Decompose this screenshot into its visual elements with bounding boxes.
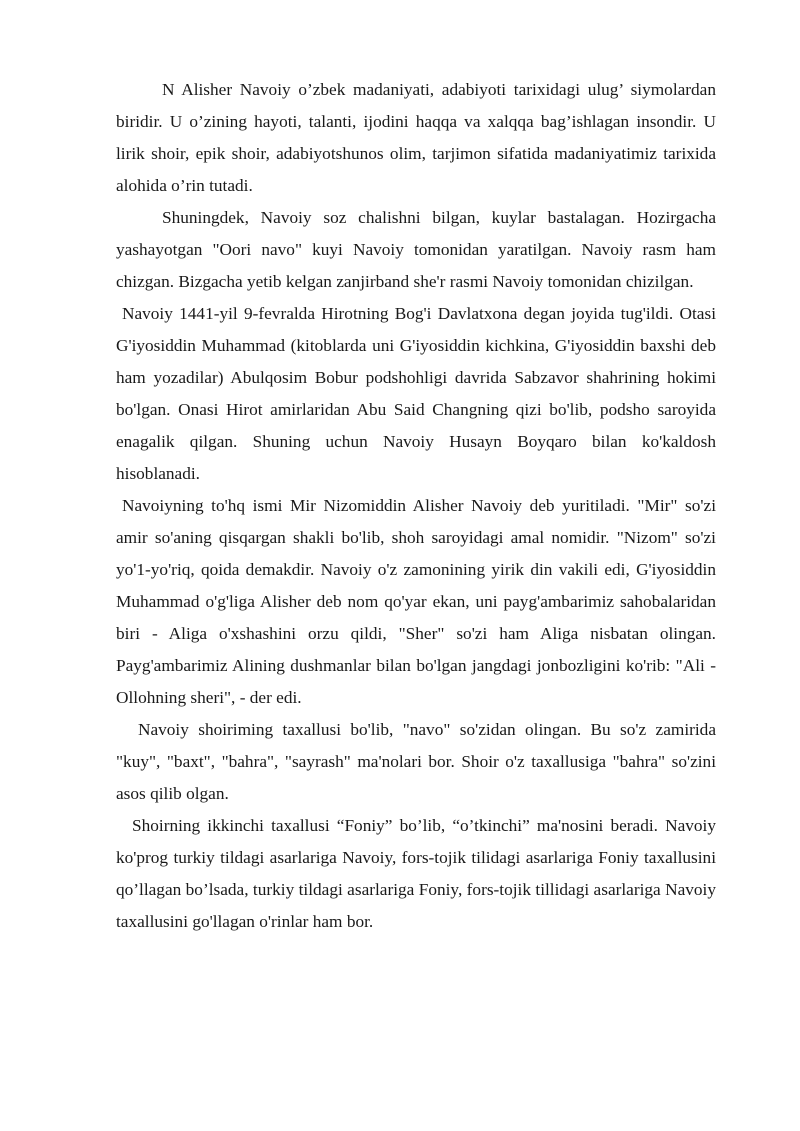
paragraph-second-pen-name: Shoirning ikkinchi taxallusi “Foniy” bo’lib, “o’tkinchi” ma'nosini beradi. Navoiy ko'prog turkiy tildagi asarlariga Navoiy, fors-tojik tilidagi asarlariga Foniy taxallusini qo’llagan bo’lsada, turkiy tildagi asarlariga Foniy, fors-tojik tillidagi asarlariga Navoiy taxallusini go'llagan o'rinlar ham bor. [116, 816, 716, 931]
paragraph-pen-name: Navoiy shoiriming taxallusi bo'lib, "navo" so'zidan olingan. Bu so'z zamirida "kuy", "baxt", "bahra", "sayrash" ma'nolari bor. Shoir o'z taxallusiga "bahra" so'zini asos qilib olgan. [116, 720, 716, 803]
paragraph-birth: Navoiy 1441-yil 9-fevralda Hirotning Bog'i Davlatxona degan joyida tug'ildi. Otasi G'iyosiddin Muhammad (kitoblarda uni G'iyosiddin kichkina, G'iyosiddin baxshi deb ham yozadilar) Abulqosim Bobur podshohligi davrida Sabzavor shahrining hokimi bo'lgan. Onasi Hirot amirlaridan Abu Said Changning qizi bo'lib, podsho saroyida enagalik qilgan. Shuning uchun Navoiy Husayn Boyqaro bilan ko'kaldosh hisoblanadi. [116, 304, 716, 483]
document-body [116, 74, 716, 938]
paragraph-intro: N Alisher Navoiy o’zbek madaniyati, adabiyoti tarixidagi ulug’ siymolardan biridir. U o’zining hayoti, talanti, ijodini haqqa va xalqqa bag’ishlagan insondir. U lirik shoir, epik shoir, adabiyotshunos olim, tarjimon sifatida madaniyatimiz tarixida alohida o’rin tutadi. [116, 80, 716, 195]
paragraph-full-name: Navoiyning to'hq ismi Mir Nizomiddin Alisher Navoiy deb yuritiladi. "Mir" so'zi amir so'aning qisqargan shakli bo'lib, shoh saroyidagi amal nomidir. "Nizom" so'zi yo'1-yo'riq, qoida demakdir. Navoiy o'z zamonining yirik din vakili edi, G'iyosiddin Muhammad o'g'liga Alisher deb nom qo'yar ekan, uni payg'ambarimiz sahobalaridan biri - Aliga o'xshashini orzu qildi, "Sher" so'zi ham Aliga nisbatan olingan. Payg'ambarimiz Alining dushmanlar bilan bo'lgan jangdagi jonbozligini ko'rib: "Ali - Ollohning sheri", - der edi. [116, 496, 716, 707]
paragraph-music-art: Shuningdek, Navoiy soz chalishni bilgan, kuylar bastalagan. Hozirgacha yashayotgan "Oori navo" kuyi Navoiy tomonidan yaratilgan. Navoiy rasm ham chizgan. Bizgacha yetib kelgan zanjirband she'r rasmi Navoiy tomonidan chizilgan. [116, 208, 716, 291]
